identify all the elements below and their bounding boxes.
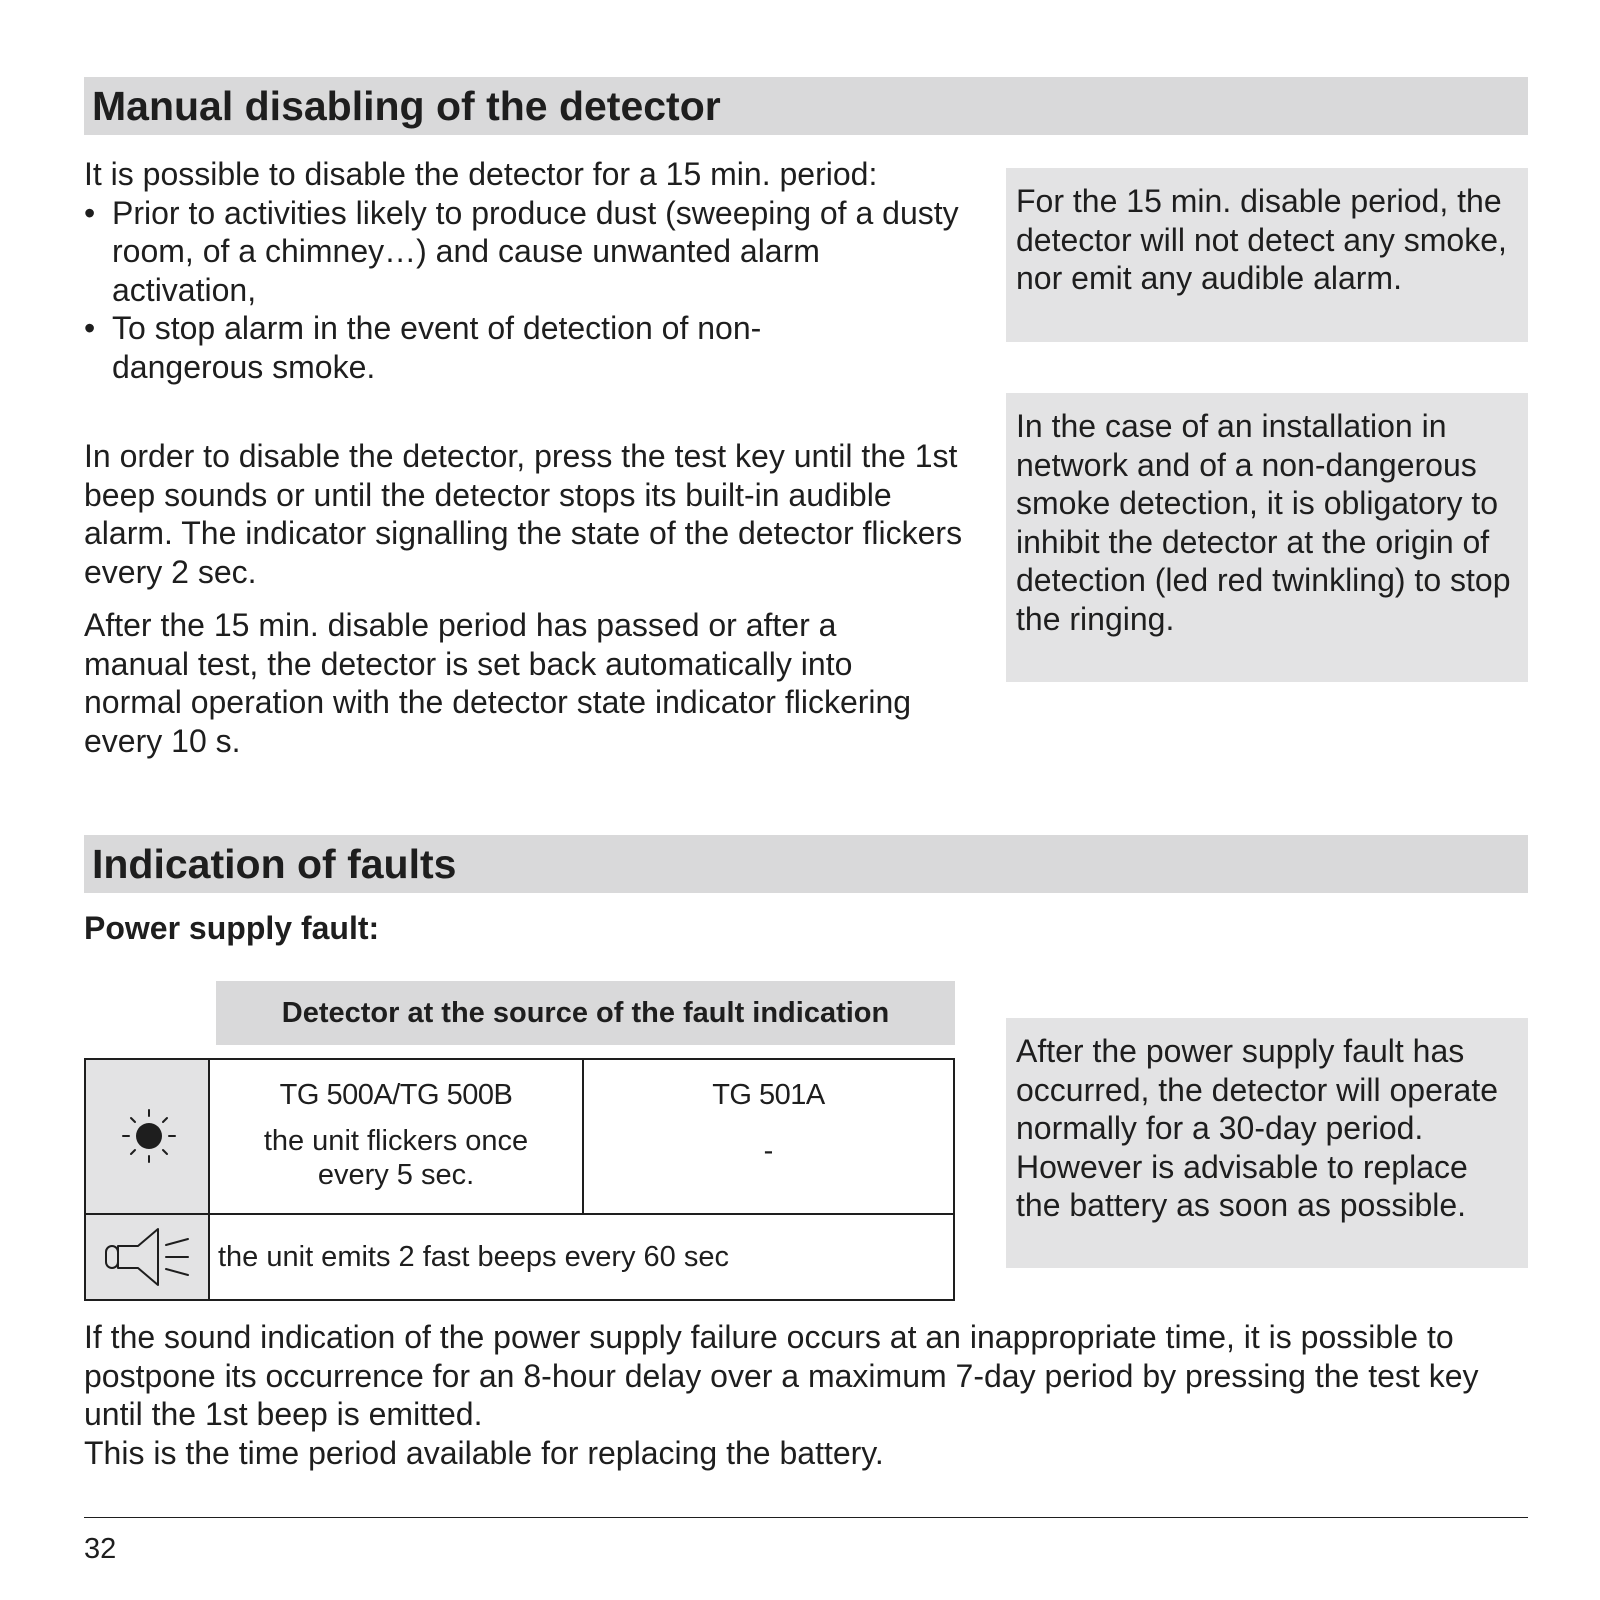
light-indicator-icon [86,1060,210,1213]
model-label: TG 500A/TG 500B [279,1079,513,1111]
bullet-item: • To stop alarm in the event of detection of non-dangerous smoke. [84,309,852,386]
power-supply-fault-subheading: Power supply fault: [84,910,380,946]
note-box-power-fault [1006,1018,1528,1268]
model-description: - [763,1135,774,1167]
intro-block [84,155,964,386]
model-label: TG 501A [712,1079,825,1111]
table-cell-tg501 [584,1060,953,1213]
intro-paragraph: It is possible to disable the detector for a 15 min. period: [84,156,878,192]
section-title-manual-disabling: Manual disabling of the detector [92,83,721,129]
closing-paragraph: If the sound indication of the power supply failure occurs at an inappropriate time, it is possible to postpone its occurrence for an 8-hour delay over a maximum 7-day period by pressing the test key until the 1st beep is emitted. [84,1319,1479,1432]
note-box-network [1006,393,1528,682]
note-text: In the case of an installation in network and of a non-dangerous smoke detection, it is obligatory to inhibit the detector at the origin of detection (led red twinkling) to stop the ringing. [1016,408,1511,637]
horn-icon-cell [86,1213,210,1299]
bullet-list [84,194,964,387]
disable-instructions-paragraph: In order to disable the detector, press the test key until the 1st beep sounds or until the detector stops its built-in audible alarm. The indicator signalling the state of the detector flickers every 2 sec. [84,438,963,590]
bullet-item: • Prior to activities likely to produce dust (sweeping of a dusty room, of a chimney…) and cause unwanted alarm activation, [84,194,964,310]
note-text: After the power supply fault has occurred, the detector will operate normally for a 30-day period. However is advisable to replace the battery as soon as possible. [1016,1033,1499,1223]
closing-paragraph: This is the time period available for replacing the battery. [84,1434,884,1471]
table-header: Detector at the source of the fault indication [216,981,955,1045]
horn-icon [86,1215,210,1299]
section-heading-band [84,77,1528,135]
section-heading-band [84,835,1528,893]
reset-paragraph: After the 15 min. disable period has passed or after a manual test, the detector is set back automatically into normal operation with the detector state indicator flickering every 10 s. [84,607,912,759]
table-cell-sound: the unit emits 2 fast beeps every 60 sec [210,1213,953,1299]
table-cell-tg500 [210,1060,584,1213]
footer-divider [84,1517,1528,1518]
model-description: the unit flickers once every 5 sec. [263,1125,529,1191]
fault-indication-table [84,1058,955,1301]
page-number: 32 [84,1533,117,1565]
closing-block [84,1318,1544,1472]
note-text: For the 15 min. disable period, the detector will not detect any smoke, nor emit any audible alarm. [1016,183,1507,296]
light-icon-cell [86,1060,210,1213]
note-box-disable-period [1006,168,1528,342]
section-title-faults: Indication of faults [92,841,457,887]
